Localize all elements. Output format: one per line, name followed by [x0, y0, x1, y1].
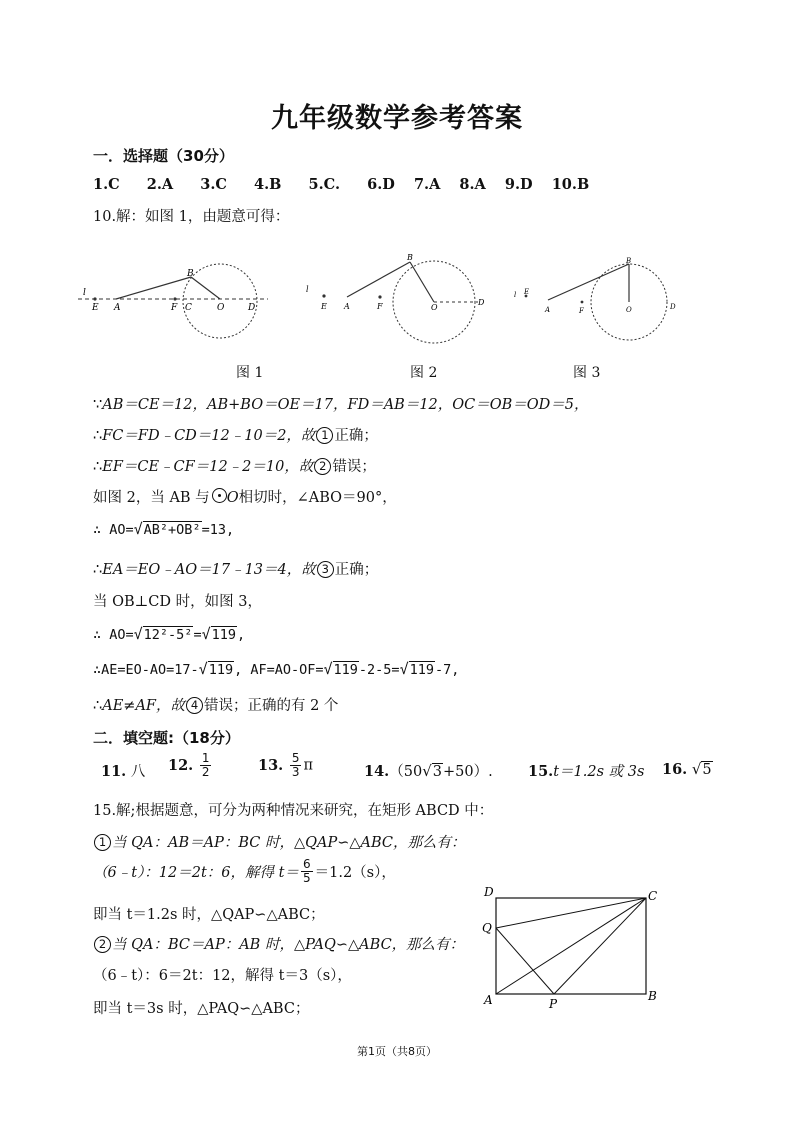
circled-number: 1: [316, 427, 333, 444]
fig2-label-e: E: [321, 302, 327, 311]
circled-number: 2: [314, 458, 331, 475]
fig3-label-f: F: [579, 307, 584, 315]
fill-answer-16: 16. √5: [662, 760, 712, 778]
fill-answer-14: 14.（50√3+50）.: [364, 762, 493, 780]
sqrt-expression: √AB²+OB²: [133, 520, 201, 538]
fig1-label-a: A: [114, 303, 121, 313]
figure-2: [300, 252, 500, 347]
answer-2: 2.A: [146, 176, 174, 193]
fig3-label-a: A: [545, 306, 551, 314]
solution-step-2: ∴FC＝FD﹣CD＝12﹣10＝2，故 1 正确；: [93, 428, 378, 444]
fill-answer-11: 11. 八: [101, 763, 146, 780]
case-1-line-1: 1 当 QA：AB＝AP：BC 时，△QAP∽△ABC，那么有：: [93, 831, 466, 852]
fig2-label-b: B: [407, 253, 413, 262]
fig1-point-f: [173, 297, 176, 300]
fig3-point-f: [581, 301, 584, 304]
section-1-heading: 一．选择题（30分）: [93, 147, 234, 165]
choice-answers: [93, 174, 611, 193]
fig1-segment-bo: [191, 277, 220, 299]
figure-1: [78, 255, 278, 345]
fig2-segment-bo: [410, 262, 434, 302]
fig3-label-l: l: [514, 291, 517, 299]
solution-step-7: 当 OB⊥CD 时，如图 3，: [93, 594, 262, 610]
figure-2-caption: 图 2: [410, 365, 438, 381]
fig1-label-e: E: [92, 303, 99, 313]
fig3-segment-ab: [548, 264, 629, 300]
circled-number: 4: [186, 697, 203, 714]
circled-number: 2: [94, 936, 111, 953]
case-1-line-2: （6﹣t）：12＝2t：6，解得 t＝ $\frac{6}{5}$ ＝1.2（s），: [93, 857, 396, 885]
fig1-label-f: F: [171, 303, 178, 313]
fig1-segment-ab: [116, 277, 191, 299]
circled-number: 3: [317, 561, 334, 578]
rect-label-c: C: [648, 889, 658, 903]
fig3-label-o: O: [626, 306, 632, 314]
fig2-segment-ab: [347, 262, 410, 297]
fraction: $\frac{5}{3}$: [291, 751, 300, 779]
solution-step-5: ∴ AO=√AB²+OB²=13,: [93, 520, 235, 538]
answer-7: 7.A: [413, 176, 441, 193]
figure-3: [510, 252, 700, 347]
page-title: 九年级数学参考答案: [271, 103, 523, 134]
solution-step-9: ∴AE=EO-AO=17-√119, AF=AO-OF=√119-2-5=√119-7,: [93, 660, 460, 678]
fig3-label-b: B: [626, 257, 632, 265]
fig1-circle: [183, 264, 257, 338]
fig1-label-b: B: [187, 269, 194, 279]
solution-step-3: ∴EF＝CE﹣CF＝12﹣2＝10，故 2 错误；: [93, 459, 376, 475]
solution-step-4: 如图 2，当 AB 与 O相切时，∠ABO＝90°，: [93, 490, 397, 506]
fill-answer-12: 12. $\frac{1}{2}$: [168, 751, 210, 779]
answer-6: 6.D: [367, 176, 395, 193]
figure-1-caption: 图 1: [236, 365, 264, 381]
section-2-heading: 二．填空题:（18分）: [93, 729, 240, 747]
fig2-label-l: l: [306, 285, 309, 294]
fig1-label-l: l: [83, 288, 86, 298]
segment-ac: [496, 898, 646, 994]
fig2-label-f: F: [377, 302, 383, 311]
circled-number: 1: [94, 834, 111, 851]
solution-step-10: ∴AE≠AF，故 4 错误；正确的有 2 个: [93, 698, 339, 714]
fig1-label-c: C: [185, 303, 192, 313]
solution-step-1: ∵AB＝CE＝12，AB+BO＝OE＝17，FD＝AB＝12，OC＝OB＝OD＝5，: [93, 397, 589, 413]
solution-step-6: ∴EA＝EO﹣AO＝17﹣13＝4，故 3 正确；: [93, 562, 379, 578]
case-1-line-3: 即当 t＝1.2s 时，△QAP∽△ABC；: [93, 907, 325, 923]
case-2-line-2: （6﹣t）：6＝2t：12，解得 t＝3（s），: [93, 968, 352, 984]
fill-answer-15: 15.t＝1.2s 或 3s: [528, 763, 645, 780]
sqrt-expression: √119: [201, 625, 237, 643]
answer-4: 4.B: [254, 176, 282, 193]
sqrt-expression: √12²-5²: [133, 625, 193, 643]
case-2-line-1: 2 当 QA：BC＝AP：AB 时，△PAQ∽△ABC，那么有：: [93, 933, 464, 954]
fig1-label-d: D: [248, 303, 256, 313]
answer-1: 1.C: [93, 176, 120, 193]
circle-symbol-icon: [212, 488, 227, 503]
fig1-point-e: [93, 297, 96, 300]
rectangle-figure: [478, 882, 668, 1012]
fig2-point-f: [378, 295, 381, 298]
fig1-label-o: O: [217, 303, 225, 313]
fig2-label-d: D: [478, 298, 485, 307]
case-2-line-3: 即当 t＝3s 时，△PAQ∽△ABC；: [93, 1001, 310, 1017]
rect-label-d: D: [484, 885, 494, 899]
fig2-label-o: O: [431, 303, 438, 312]
fig3-label-e: E: [524, 288, 530, 296]
figure-3-caption: 图 3: [573, 365, 601, 381]
q15-intro: 15.解;根据题意，可分为两种情况来研究，在矩形 ABCD 中：: [93, 803, 494, 819]
fig2-point-e: [322, 294, 325, 297]
page-footer: 第1页（共8页）: [357, 1045, 437, 1058]
answer-3: 3.C: [200, 176, 227, 193]
solution-step-8: ∴ AO=√12²-5²=√119,: [93, 625, 246, 643]
q10-intro: 10.解：如图 1，由题意可得：: [93, 209, 290, 225]
fraction: $\frac{6}{5}$: [302, 857, 311, 885]
rect-label-a: A: [484, 993, 493, 1007]
segment-qc: [496, 898, 646, 928]
answer-9: 9.D: [504, 176, 533, 193]
fig2-label-a: A: [344, 302, 350, 311]
rect-label-p: P: [549, 997, 558, 1011]
answer-5: 5.C.: [308, 176, 341, 193]
fraction: $\frac{1}{2}$: [201, 751, 210, 779]
rect-label-q: Q: [482, 921, 492, 935]
answer-10: 10.B: [551, 176, 590, 193]
rect-label-b: B: [648, 989, 657, 1003]
fig3-label-d: D: [670, 303, 676, 311]
segment-pc: [554, 898, 646, 994]
fill-answer-13: 13. $\frac{5}{3}$ π: [258, 751, 314, 779]
segment-qp: [496, 928, 554, 994]
answer-8: 8.A: [459, 176, 486, 193]
